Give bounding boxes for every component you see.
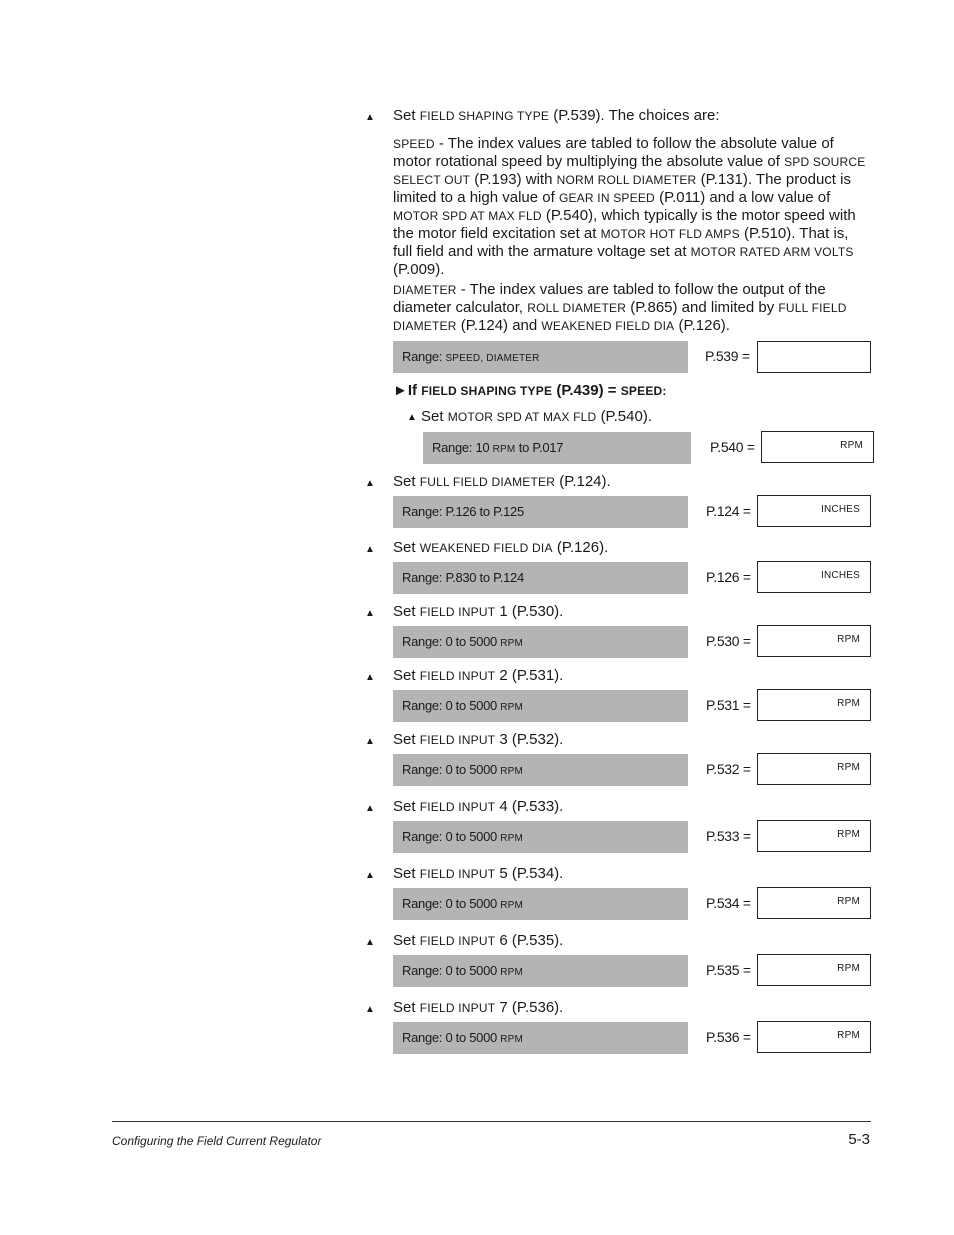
range-unit: RPM	[500, 1034, 524, 1045]
param-name: FIELD INPUT	[419, 800, 496, 814]
text-segment: (P.540), which typically is the motor speed with the motor field excitation set at	[393, 207, 856, 242]
text-segment: (P.126).	[674, 317, 730, 334]
diameter-description	[393, 281, 871, 335]
param-name: FULL FIELD DIAMETER	[419, 475, 556, 489]
text-segment: (P.510). That is, full field and with the armature voltage set at	[393, 225, 849, 260]
range-bar	[393, 562, 688, 594]
param-name: MOTOR RATED ARM VOLTS	[690, 245, 854, 259]
param-ref: 3 (P.532).	[499, 731, 564, 748]
value-field-p540[interactable]	[761, 431, 874, 463]
text-segment: (P.124) and	[456, 317, 542, 334]
param-name: GEAR IN SPEED	[558, 191, 655, 205]
value-field[interactable]	[757, 625, 871, 657]
value-field[interactable]	[757, 495, 871, 527]
step-p532	[393, 731, 563, 749]
range-rest: to P.017	[518, 440, 564, 455]
range-value: 0 to 5000	[445, 829, 497, 844]
unit-label: RPM	[840, 440, 863, 451]
param-name: NORM ROLL DIAMETER	[556, 173, 697, 187]
param-suffix: (P.539). The choices are:	[553, 107, 720, 124]
param-name: SPD SOURCE SELECT OUT	[393, 155, 866, 187]
text-segment: - The index values are tabled to follow the absolute value of motor rotational speed by multiplying the absolute value of	[393, 135, 834, 170]
bullet-triangle-icon: ▲	[365, 870, 375, 881]
param-ref: 7 (P.536).	[499, 999, 564, 1016]
range-bar	[393, 626, 688, 658]
step-p126	[393, 539, 608, 557]
range-prefix: Range:	[402, 504, 443, 519]
param-name: FIELD INPUT	[419, 1001, 496, 1015]
text-segment: - The index values are tabled to follow the output of the diameter calculator,	[393, 281, 826, 316]
param-name: FIELD INPUT	[419, 867, 496, 881]
value-field[interactable]	[757, 753, 871, 785]
bullet-triangle-icon: ▲	[365, 736, 375, 747]
value-field[interactable]	[757, 887, 871, 919]
param-name: FULL FIELD DIAMETER	[393, 301, 847, 333]
param-ref: (P.124).	[559, 473, 611, 490]
param-name: WEAKENED FIELD DIA	[541, 319, 675, 333]
param-name: ROLL DIAMETER	[527, 301, 627, 315]
bullet-triangle-icon: ▲	[365, 544, 375, 555]
set-word: Set	[393, 798, 416, 815]
set-word: Set	[393, 731, 416, 748]
range-bar	[393, 955, 688, 987]
step-p534	[393, 865, 563, 883]
bullet-triangle-icon: ▲	[365, 112, 375, 123]
param-ref: 2 (P.531).	[499, 667, 564, 684]
unit-label: RPM	[837, 698, 860, 709]
set-word: Set	[393, 473, 416, 490]
param-label-p540: P.540 =	[710, 439, 755, 455]
footer-title: Configuring the Field Current Regulator	[112, 1134, 322, 1148]
param-name: FIELD INPUT	[419, 733, 496, 747]
if-param-ref: (P.439)	[556, 382, 604, 399]
param-name: MOTOR SPD AT MAX FLD	[447, 410, 597, 424]
param-label: P.530 =	[706, 633, 751, 649]
set-word: Set	[421, 408, 444, 425]
range-unit: RPM	[500, 900, 524, 911]
text-segment: (P.865) and limited by	[626, 299, 779, 316]
range-bar	[393, 1022, 688, 1054]
param-name: WEAKENED FIELD DIA	[419, 541, 553, 555]
set-word: Set	[393, 107, 416, 124]
bullet-triangle-icon: ▲	[365, 1004, 375, 1015]
range-unit: RPM	[500, 833, 524, 844]
unit-label: RPM	[837, 896, 860, 907]
range-prefix: Range:	[402, 762, 443, 777]
if-equals: =	[607, 382, 617, 399]
value-field[interactable]	[757, 954, 871, 986]
param-ref: 6 (P.535).	[499, 932, 564, 949]
param-label: P.124 =	[706, 503, 751, 519]
set-word: Set	[393, 932, 416, 949]
param-label: P.531 =	[706, 697, 751, 713]
range-bar	[393, 754, 688, 786]
text-segment: (P.193) with	[470, 171, 557, 188]
range-prefix: Range:	[402, 698, 443, 713]
param-label-p539: P.539 =	[705, 348, 750, 364]
range-value: SPEED, DIAMETER	[445, 353, 540, 364]
text-segment: (P.131). The product is limited to a high value of	[393, 171, 851, 206]
range-unit: RPM	[500, 702, 524, 713]
value-field[interactable]	[757, 820, 871, 852]
param-name: FIELD SHAPING TYPE	[419, 109, 550, 123]
bullet-triangle-icon: ▲	[365, 803, 375, 814]
if-word: If	[407, 382, 418, 399]
page-number: 5-3	[848, 1131, 870, 1148]
param-label: P.535 =	[706, 962, 751, 978]
range-bar	[393, 888, 688, 920]
range-prefix: Range:	[402, 570, 443, 585]
range-value: 0 to 5000	[445, 634, 497, 649]
value-field[interactable]	[757, 1021, 871, 1053]
range-value: 0 to 5000	[445, 698, 497, 713]
value-field[interactable]	[757, 561, 871, 593]
param-name: MOTOR SPD AT MAX FLD	[393, 209, 542, 223]
bullet-triangle-icon: ▲	[407, 412, 417, 423]
unit-label: INCHES	[821, 570, 860, 581]
range-value: 0 to 5000	[445, 762, 497, 777]
bullet-triangle-icon: ▲	[365, 478, 375, 489]
param-name: FIELD INPUT	[419, 934, 496, 948]
set-word: Set	[393, 603, 416, 620]
param-name: DIAMETER	[393, 283, 457, 297]
range-prefix: Range:	[402, 896, 443, 911]
conditional-heading	[393, 382, 667, 399]
param-name: SPEED	[393, 137, 435, 151]
value-field[interactable]	[757, 689, 871, 721]
unit-label: INCHES	[821, 504, 860, 515]
range-value: 10	[475, 440, 490, 455]
text-segment: (P.011) and a low value of	[654, 189, 831, 206]
step-p530	[393, 603, 563, 621]
step-p533	[393, 798, 563, 816]
param-label: P.536 =	[706, 1029, 751, 1045]
range-prefix: Range:	[402, 1030, 443, 1045]
range-prefix: Range:	[402, 963, 443, 978]
param-label: P.534 =	[706, 895, 751, 911]
step-p531	[393, 667, 563, 685]
set-word: Set	[393, 667, 416, 684]
step-p536	[393, 999, 563, 1017]
bullet-triangle-icon: ▲	[365, 672, 375, 683]
range-value: 0 to 5000	[445, 1030, 497, 1045]
param-ref: (P.126).	[556, 539, 609, 556]
param-name: FIELD INPUT	[419, 605, 496, 619]
unit-label: RPM	[837, 1030, 860, 1041]
range-prefix: Range:	[402, 349, 443, 364]
param-label: P.126 =	[706, 569, 751, 585]
range-unit: RPM	[500, 638, 524, 649]
unit-label: RPM	[837, 762, 860, 773]
range-bar	[393, 821, 688, 853]
footer-rule	[112, 1121, 871, 1122]
range-prefix: Range:	[402, 829, 443, 844]
range-prefix: Range:	[432, 440, 473, 455]
step-p535	[393, 932, 563, 950]
param-name: MOTOR HOT FLD AMPS	[600, 227, 740, 241]
value-field-p539[interactable]	[757, 341, 871, 373]
param-ref: 4 (P.533).	[499, 798, 564, 815]
if-value: SPEED:	[620, 384, 667, 398]
unit-label: RPM	[837, 829, 860, 840]
unit-label: RPM	[837, 963, 860, 974]
step-p540	[421, 408, 652, 426]
text-segment: (P.009).	[393, 261, 445, 278]
range-value: P.126 to P.125	[445, 504, 524, 519]
range-bar	[393, 690, 688, 722]
unit-label: RPM	[837, 634, 860, 645]
param-name: FIELD INPUT	[419, 669, 496, 683]
range-unit: RPM	[500, 766, 524, 777]
range-unit: RPM	[500, 967, 524, 978]
set-word: Set	[393, 999, 416, 1016]
bullet-triangle-icon: ▲	[365, 937, 375, 948]
range-prefix: Range:	[402, 634, 443, 649]
range-value: P.830 to P.124	[445, 570, 524, 585]
set-word: Set	[393, 865, 416, 882]
intro-step	[393, 107, 720, 125]
speed-description	[393, 135, 871, 278]
param-ref: 5 (P.534).	[499, 865, 564, 882]
range-bar-p539	[393, 341, 688, 373]
range-unit: RPM	[492, 444, 516, 455]
param-label: P.532 =	[706, 761, 751, 777]
if-param-name: FIELD SHAPING TYPE	[421, 384, 553, 398]
bullet-triangle-icon: ▲	[365, 608, 375, 619]
set-word: Set	[393, 539, 416, 556]
range-bar	[393, 496, 688, 528]
param-ref: 1 (P.530).	[499, 603, 564, 620]
param-ref: (P.540).	[600, 408, 652, 425]
param-label: P.533 =	[706, 828, 751, 844]
range-value: 0 to 5000	[445, 896, 497, 911]
step-p124	[393, 473, 611, 491]
range-bar-p540	[423, 432, 691, 464]
range-value: 0 to 5000	[445, 963, 497, 978]
arrow-right-icon: ►	[393, 382, 408, 399]
